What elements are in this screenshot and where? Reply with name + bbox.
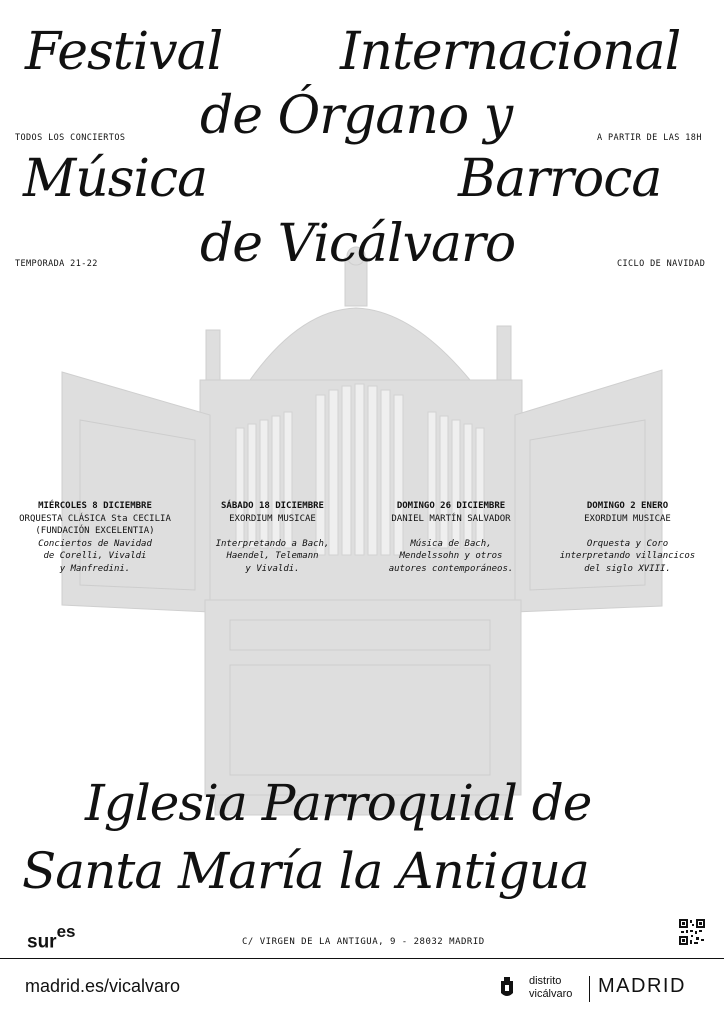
sures-logo-text: sur [27, 931, 57, 953]
title-de-organo: de Órgano y [200, 86, 513, 146]
concert-2 [190, 500, 355, 575]
concert-date: MIÉRCOLES 8 DICIEMBRE [38, 501, 152, 511]
concert-desc-line: Haendel, Telemann [226, 551, 319, 561]
address: C/ VIRGEN DE LA ANTIGUA, 9 - 28032 MADRID [242, 937, 485, 947]
title-de-vicalvaro: de Vicálvaro [200, 214, 516, 274]
concert-desc-line: Mendelssohn y otros [399, 551, 503, 561]
concert-date: SÁBADO 18 DICIEMBRE [221, 501, 324, 511]
concert-desc-line: y Manfredini. [59, 563, 131, 574]
concert-performer: EXORDIUM MUSICAE [229, 513, 316, 524]
concert-desc-line: Conciertos de Navidad [38, 538, 152, 549]
concert-desc-line: autores contemporáneos. [388, 563, 514, 574]
title-internacional: Internacional [340, 22, 681, 82]
venue-line-1: Iglesia Parroquial de [85, 774, 592, 832]
label-temporada: TEMPORADA 21-22 [15, 259, 98, 269]
sures-logo [27, 922, 76, 953]
concert-desc-line: del siglo XVIII. [584, 563, 671, 574]
district-label-line-2: vicálvaro [529, 988, 573, 1000]
footer-url[interactable]: madrid.es/vicalvaro [25, 976, 181, 996]
concert-desc-line: Música de Bach, [410, 538, 492, 549]
title-barroca: Barroca [458, 149, 662, 209]
label-hora: A PARTIR DE LAS 18H [597, 133, 702, 143]
footer-separator [589, 976, 590, 1002]
concert-3 [366, 500, 536, 575]
concert-desc-line: interpretando villancicos [559, 551, 696, 561]
footer-divider [0, 958, 724, 959]
label-ciclo: CICLO DE NAVIDAD [617, 259, 706, 269]
concert-performer: EXORDIUM MUSICAE [584, 513, 671, 524]
concert-desc-line: de Corelli, Vivaldi [43, 551, 147, 561]
venue-line-2: Santa María la Antigua [22, 842, 589, 900]
concert-date: DOMINGO 26 DICIEMBRE [396, 501, 506, 511]
concert-desc-line: y Vivaldi. [245, 563, 300, 574]
title-musica: Música [23, 149, 208, 209]
concert-desc-line: Interpretando a Bach, [215, 538, 330, 549]
madrid-crest-icon [500, 976, 514, 1000]
concert-date: DOMINGO 2 ENERO [586, 501, 669, 511]
label-todos-los-conciertos: TODOS LOS CONCIERTOS [15, 133, 126, 143]
sures-logo-superscript: es [56, 922, 76, 941]
concert-performer: DANIEL MARTÍN SALVADOR [391, 513, 511, 524]
concert-desc-line: Orquesta y Coro [586, 538, 669, 549]
district-label-line-1: distrito [529, 975, 562, 987]
title-festival: Festival [25, 22, 223, 82]
concert-performer-sub: (FUNDACIÓN EXCELENTIA) [35, 526, 155, 536]
concert-1 [10, 500, 180, 575]
concert-performer: ORQUESTA CLÁSICA Sta CECILIA [19, 513, 171, 524]
district-label [529, 975, 572, 1001]
qr-code-icon [679, 919, 705, 945]
madrid-wordmark: MADRID [598, 975, 686, 997]
concert-4 [540, 500, 715, 575]
